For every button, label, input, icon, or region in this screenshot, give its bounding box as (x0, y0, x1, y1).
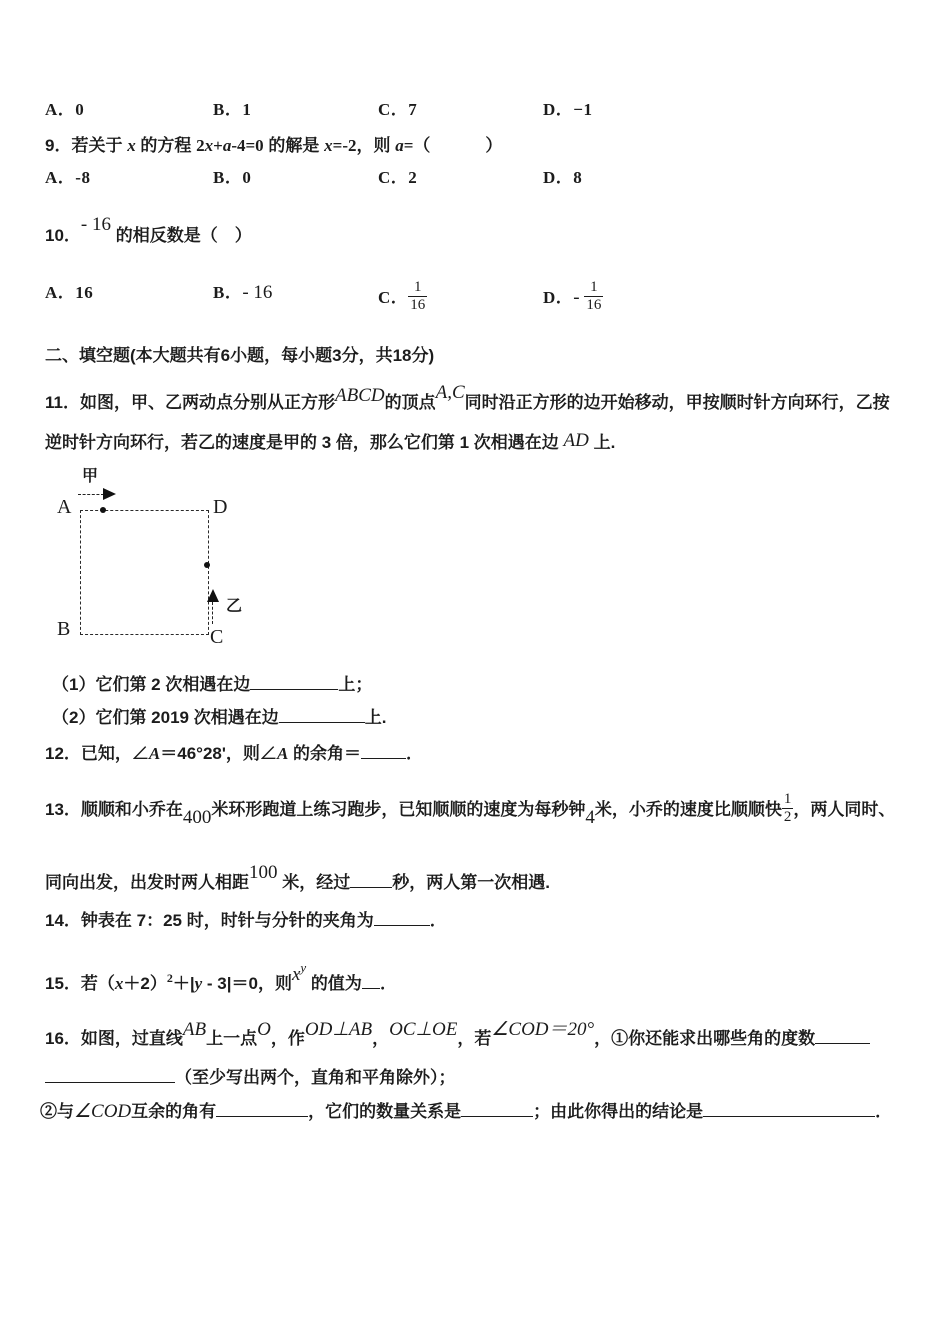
answer-blank (461, 1100, 533, 1117)
text-segment: ，①你还能求出哪些角的度数 (594, 1029, 816, 1048)
text-segment: x (291, 964, 301, 985)
text-segment: - 16 (80, 214, 111, 235)
text-segment: 二、填空题(本大题共有6小题，每小题3分，共18分) (45, 346, 435, 365)
square-abcd-outline (80, 510, 209, 635)
answer-blank (250, 673, 338, 690)
fraction-denominator: 16 (410, 297, 426, 314)
question-15 (45, 956, 397, 997)
text-segment: 16．如图，过直线 (45, 1029, 183, 1048)
text-segment: x (114, 974, 124, 993)
label-vertex-a: A (57, 496, 72, 518)
text-segment: D．8 (543, 168, 583, 187)
text-segment: ∠COD (74, 1101, 132, 1122)
q10-option-b (213, 281, 272, 306)
text-segment: 上一点 (206, 1029, 258, 1048)
text-segment: 15．若（ (45, 974, 115, 993)
label-vertex-d: D (213, 496, 228, 518)
yi-arrow-tail (212, 602, 213, 624)
text-segment: C．2 (378, 168, 418, 187)
text-segment: AD (563, 430, 589, 451)
text-segment: OD⊥AB (304, 1019, 373, 1040)
answer-blank (703, 1100, 875, 1117)
question-13-line2 (45, 861, 550, 896)
text-segment: 的值为 (306, 974, 362, 993)
text-segment: ，则 (356, 136, 396, 155)
yi-up-arrow-icon (207, 589, 219, 602)
text-segment: x (204, 136, 214, 155)
text-segment: - 16 (242, 282, 273, 303)
text-segment: 上. (588, 433, 616, 452)
text-segment: ；由此你得出的结论是 (533, 1102, 704, 1121)
question-16-line1 (45, 1018, 870, 1052)
text-segment: 逆时针方向环行，若乙的速度是甲的 3 倍，那么它们第 1 次相遇在边 (45, 433, 564, 452)
text-segment: ＋| (172, 974, 195, 993)
text-segment: ） (485, 136, 503, 155)
text-segment: ＝46°28'，则∠ (160, 744, 277, 763)
text-segment: 4 (585, 806, 595, 828)
q8-option-d (543, 98, 592, 123)
text-segment: ， (372, 1029, 390, 1048)
text-segment: a (222, 136, 232, 155)
text-segment: A,C (435, 382, 465, 403)
text-segment: 2 (196, 136, 205, 155)
question-14 (45, 909, 447, 934)
text-segment: A．16 (45, 283, 94, 302)
text-segment: 的余角＝ (288, 744, 362, 763)
text-segment: 400 (182, 806, 212, 828)
text-segment: - 3|＝0，则 (202, 974, 292, 993)
text-segment: ，它们的数量关系是 (308, 1102, 462, 1121)
text-segment: ，作 (270, 1029, 305, 1048)
text-segment: 同时沿正方形的边开始移动，甲按顺时针方向环行，乙按 (464, 393, 890, 412)
text-segment: 的方程 (135, 136, 197, 155)
q8-option-b (213, 98, 251, 123)
text-segment: （至少写出两个，直角和平角除外）； (175, 1068, 456, 1087)
text-segment: =-2 (332, 136, 357, 155)
text-segment: 米，经过 (277, 873, 351, 892)
answer-blank (216, 1100, 308, 1117)
fraction-numerator: 1 (414, 279, 422, 295)
text-segment: 上； (338, 675, 373, 694)
text-segment: D． (543, 287, 574, 307)
question-11-sub2 (52, 706, 386, 731)
q10-option-d (543, 281, 603, 317)
text-segment: ∠COD＝20° (491, 1019, 595, 1040)
text-segment: 9．若关于 (45, 136, 128, 155)
text-segment: 2 (166, 971, 173, 985)
text-segment: x (324, 136, 333, 155)
text-segment: D．−1 (543, 100, 593, 119)
label-yi: 乙 (226, 598, 243, 615)
q8-option-c (378, 98, 417, 123)
text-segment: ABCD (334, 385, 385, 406)
text-segment: a (395, 136, 404, 155)
label-vertex-c: C (210, 626, 224, 648)
text-segment: 秒，两人第一次相遇. (392, 873, 550, 892)
text-segment: 的顶点 (384, 393, 436, 412)
answer-blank (362, 972, 380, 989)
text-segment: A．0 (45, 100, 85, 119)
text-segment: 10． (45, 226, 81, 245)
text-segment: 的解是 (263, 136, 325, 155)
question-13-line1 (45, 793, 895, 830)
text-segment: （1）它们第 2 次相遇在边 (52, 675, 251, 694)
answer-blank (361, 742, 406, 759)
text-segment: B．0 (213, 168, 252, 187)
question-11-sub1 (52, 673, 372, 698)
point-on-ad-dot (100, 507, 106, 513)
answer-blank (45, 1066, 175, 1083)
answer-blank (279, 706, 365, 723)
fraction-numerator: 1 (590, 279, 598, 295)
q8-option-a (45, 98, 84, 123)
text-segment: 上. (364, 708, 387, 727)
text-segment: A．-8 (45, 168, 91, 187)
question-11-line1 (45, 381, 890, 416)
text-segment: 米环形跑道上练习跑步，已知顺顺的速度为每秒钟 (211, 799, 586, 819)
text-segment: ，两人同时、 (793, 799, 896, 819)
question-11-line2 (45, 429, 615, 456)
fraction-denominator: 16 (586, 297, 602, 314)
text-segment: 互余的角有 (131, 1102, 217, 1121)
text-segment: ＋2） (123, 974, 167, 993)
text-segment: C．7 (378, 100, 418, 119)
fraction (782, 791, 794, 827)
answer-blank (350, 871, 392, 888)
text-segment: y (300, 960, 307, 975)
text-segment: ． (429, 911, 447, 930)
answer-blank (374, 909, 430, 926)
text-segment: B． (213, 283, 243, 302)
answer-blank (815, 1027, 870, 1044)
text-segment: y (194, 974, 203, 993)
text-segment: B．1 (213, 100, 252, 119)
section-2-header (45, 344, 434, 369)
label-vertex-b: B (57, 618, 71, 640)
text-segment: + (213, 136, 223, 155)
question-12 (45, 742, 423, 767)
question-16-line3 (40, 1100, 892, 1125)
text-segment: ②与 (40, 1102, 74, 1121)
text-segment: A (276, 744, 289, 763)
fraction-denominator: 2 (783, 809, 792, 826)
text-segment: ． (406, 744, 424, 763)
q9-option-b (213, 166, 251, 191)
text-segment: 13．顺顺和小乔在 (45, 799, 183, 819)
text-segment: 11．如图，甲、乙两动点分别从正方形 (45, 393, 335, 412)
fraction (584, 279, 603, 315)
text-segment: 米，小乔的速度比顺顺快 (594, 799, 782, 819)
text-segment: ． (875, 1102, 893, 1121)
q10-option-a (45, 281, 93, 306)
q9-option-d (543, 166, 582, 191)
question-10 (45, 213, 252, 249)
question-11-figure (45, 463, 285, 663)
q9-option-c (378, 166, 417, 191)
text-segment: AB (182, 1019, 207, 1040)
text-segment: 同向出发，出发时两人相距 (45, 873, 249, 892)
text-segment: A (148, 744, 161, 763)
text-segment: ，若 (457, 1029, 492, 1048)
text-segment: 的相反数是（ ） (111, 226, 252, 245)
point-on-dc-dot (204, 562, 210, 568)
text-segment: - (573, 286, 585, 308)
text-segment: x (127, 136, 136, 155)
text-segment: -4=0 (231, 136, 264, 155)
question-16-line2 (45, 1066, 456, 1091)
text-segment: 14．钟表在 7：25 时，时针与分针的夹角为 (45, 911, 374, 930)
text-segment: 12．已知，∠ (45, 744, 149, 763)
text-segment: OC⊥OE (389, 1019, 458, 1040)
text-segment: （2）它们第 2019 次相遇在边 (52, 708, 279, 727)
text-segment: ． (379, 974, 397, 993)
text-segment: O (257, 1019, 271, 1040)
label-jia: 甲 (82, 468, 99, 485)
text-segment: = (403, 136, 414, 155)
jia-arrow-tail (78, 494, 104, 495)
text-segment: 100 (249, 862, 278, 883)
fraction-numerator: 1 (783, 791, 792, 807)
text-segment: （ (413, 136, 431, 155)
q9-option-a (45, 166, 90, 191)
text-segment: C． (378, 287, 409, 307)
q10-option-c (378, 281, 427, 317)
fraction (408, 279, 427, 315)
question-9 (45, 134, 502, 159)
jia-right-arrow-icon (103, 488, 116, 500)
